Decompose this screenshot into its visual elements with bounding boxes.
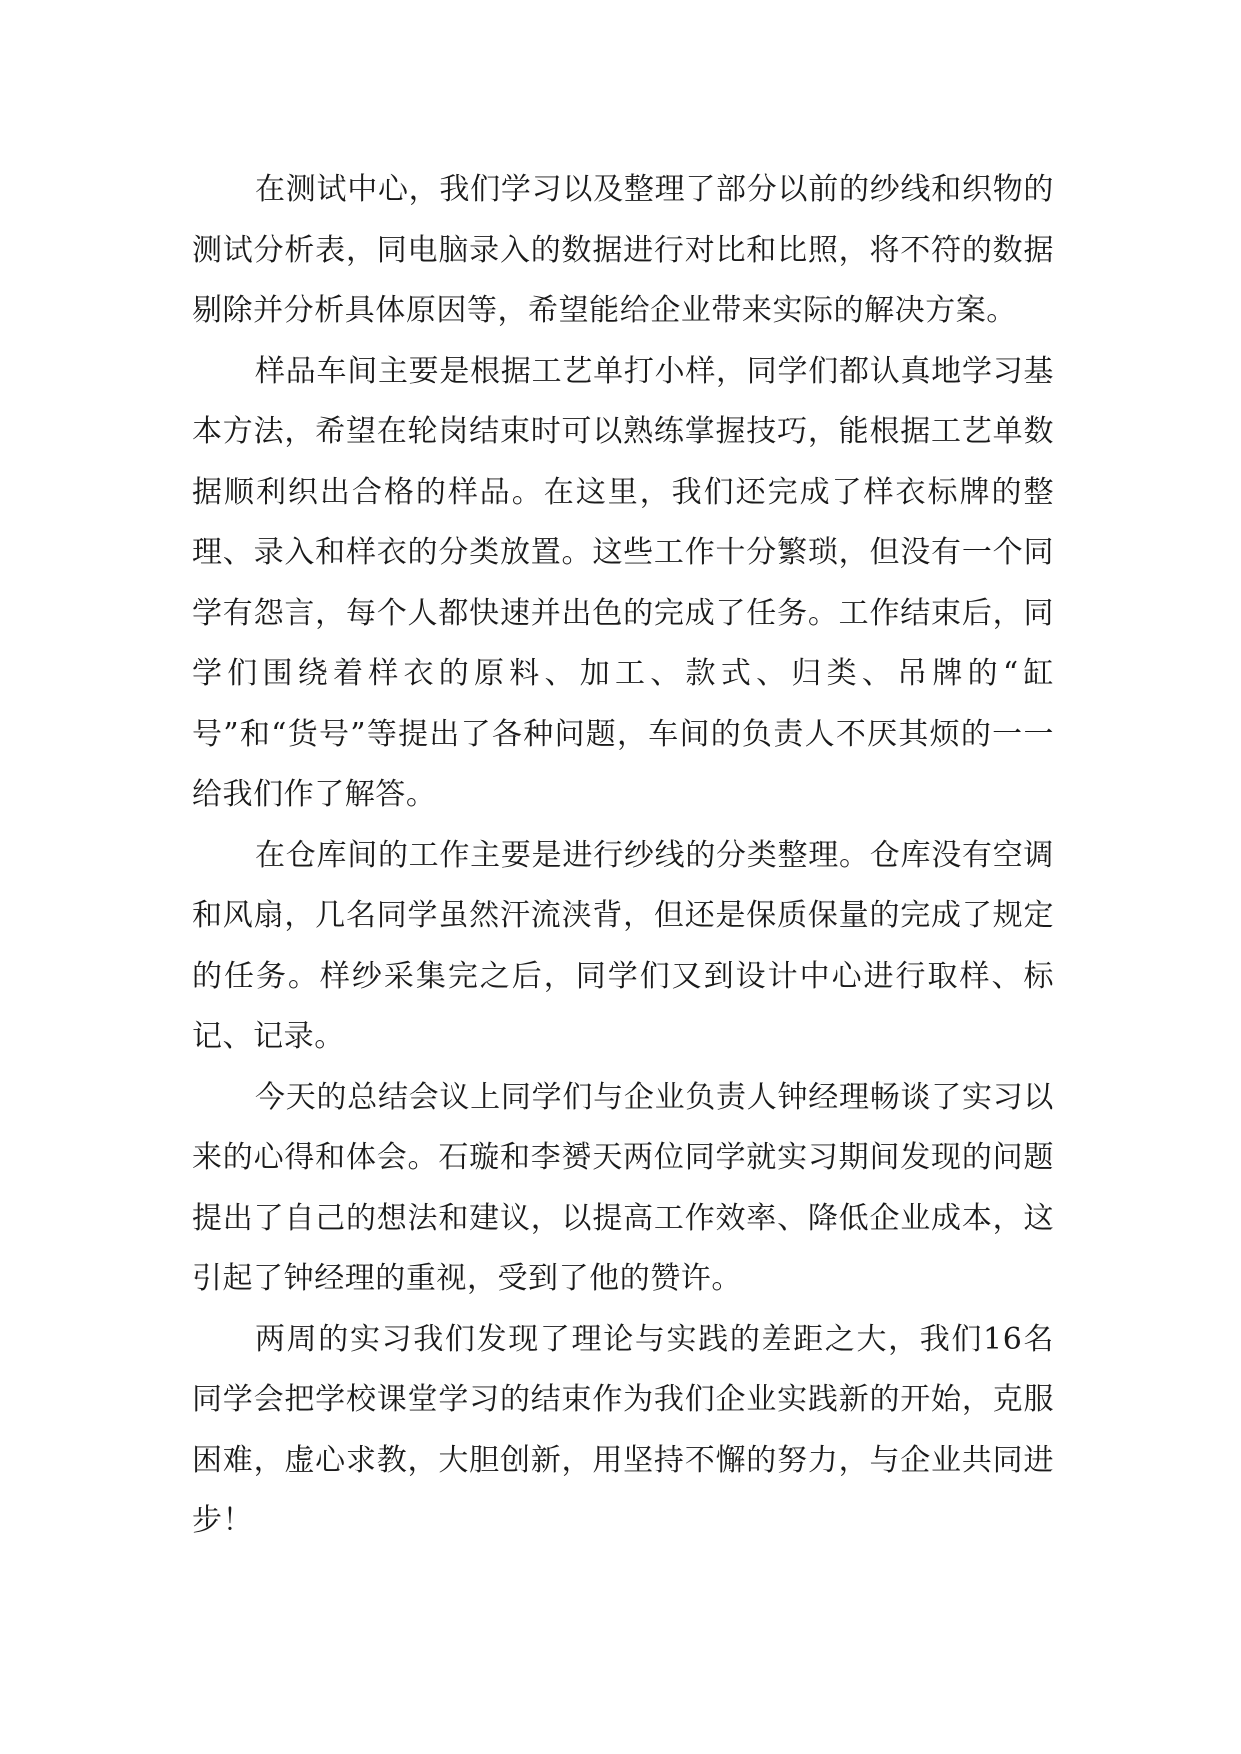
paragraph-summary-meeting: 今天的总结会议上同学们与企业负责人钟经理畅谈了实习以来的心得和体会。石璇和李赟天两位同学就实习期间发现的问题提出了自己的想法和建议，以提高工作效率、降低企业成本，这引起了钟经理的重视，受到了他的赞许。 <box>192 1079 1054 1296</box>
paragraph-testing-center: 在测试中心，我们学习以及整理了部分以前的纱线和织物的测试分析表，同电脑录入的数据进行对比和比照，将不符的数据剔除并分析具体原因等，希望能给企业带来实际的解决方案。 <box>192 172 1054 328</box>
paragraph-warehouse: 在仓库间的工作主要是进行纱线的分类整理。仓库没有空调和风扇，几名同学虽然汗流浃背，但还是保质保量的完成了规定的任务。样纱采集完之后，同学们又到设计中心进行取样、标记、记录。 <box>192 837 1054 1054</box>
paragraph-conclusion: 两周的实习我们发现了理论与实践的差距之大，我们16名同学会把学校课堂学习的结束作为我们企业实践新的开始，克服困难，虚心求教，大胆创新，用坚持不懈的努力，与企业共同进步！ <box>192 1321 1054 1538</box>
paragraph-sample-workshop: 样品车间主要是根据工艺单打小样，同学们都认真地学习基本方法，希望在轮岗结束时可以熟练掌握技巧，能根据工艺单数据顺利织出合格的样品。在这里，我们还完成了样衣标牌的整理、录入和样衣的分类放置。这些工作十分繁琐，但没有一个同学有怨言，每个人都快速并出色的完成了任务。工作结束后，同学们围绕着样衣的原料、加工、款式、归类、吊牌的“缸号”和“货号”等提出了各种问题，车间的负责人不厌其烦的一一给我们作了解答。 <box>192 353 1054 812</box>
document-body <box>192 160 1054 1552</box>
